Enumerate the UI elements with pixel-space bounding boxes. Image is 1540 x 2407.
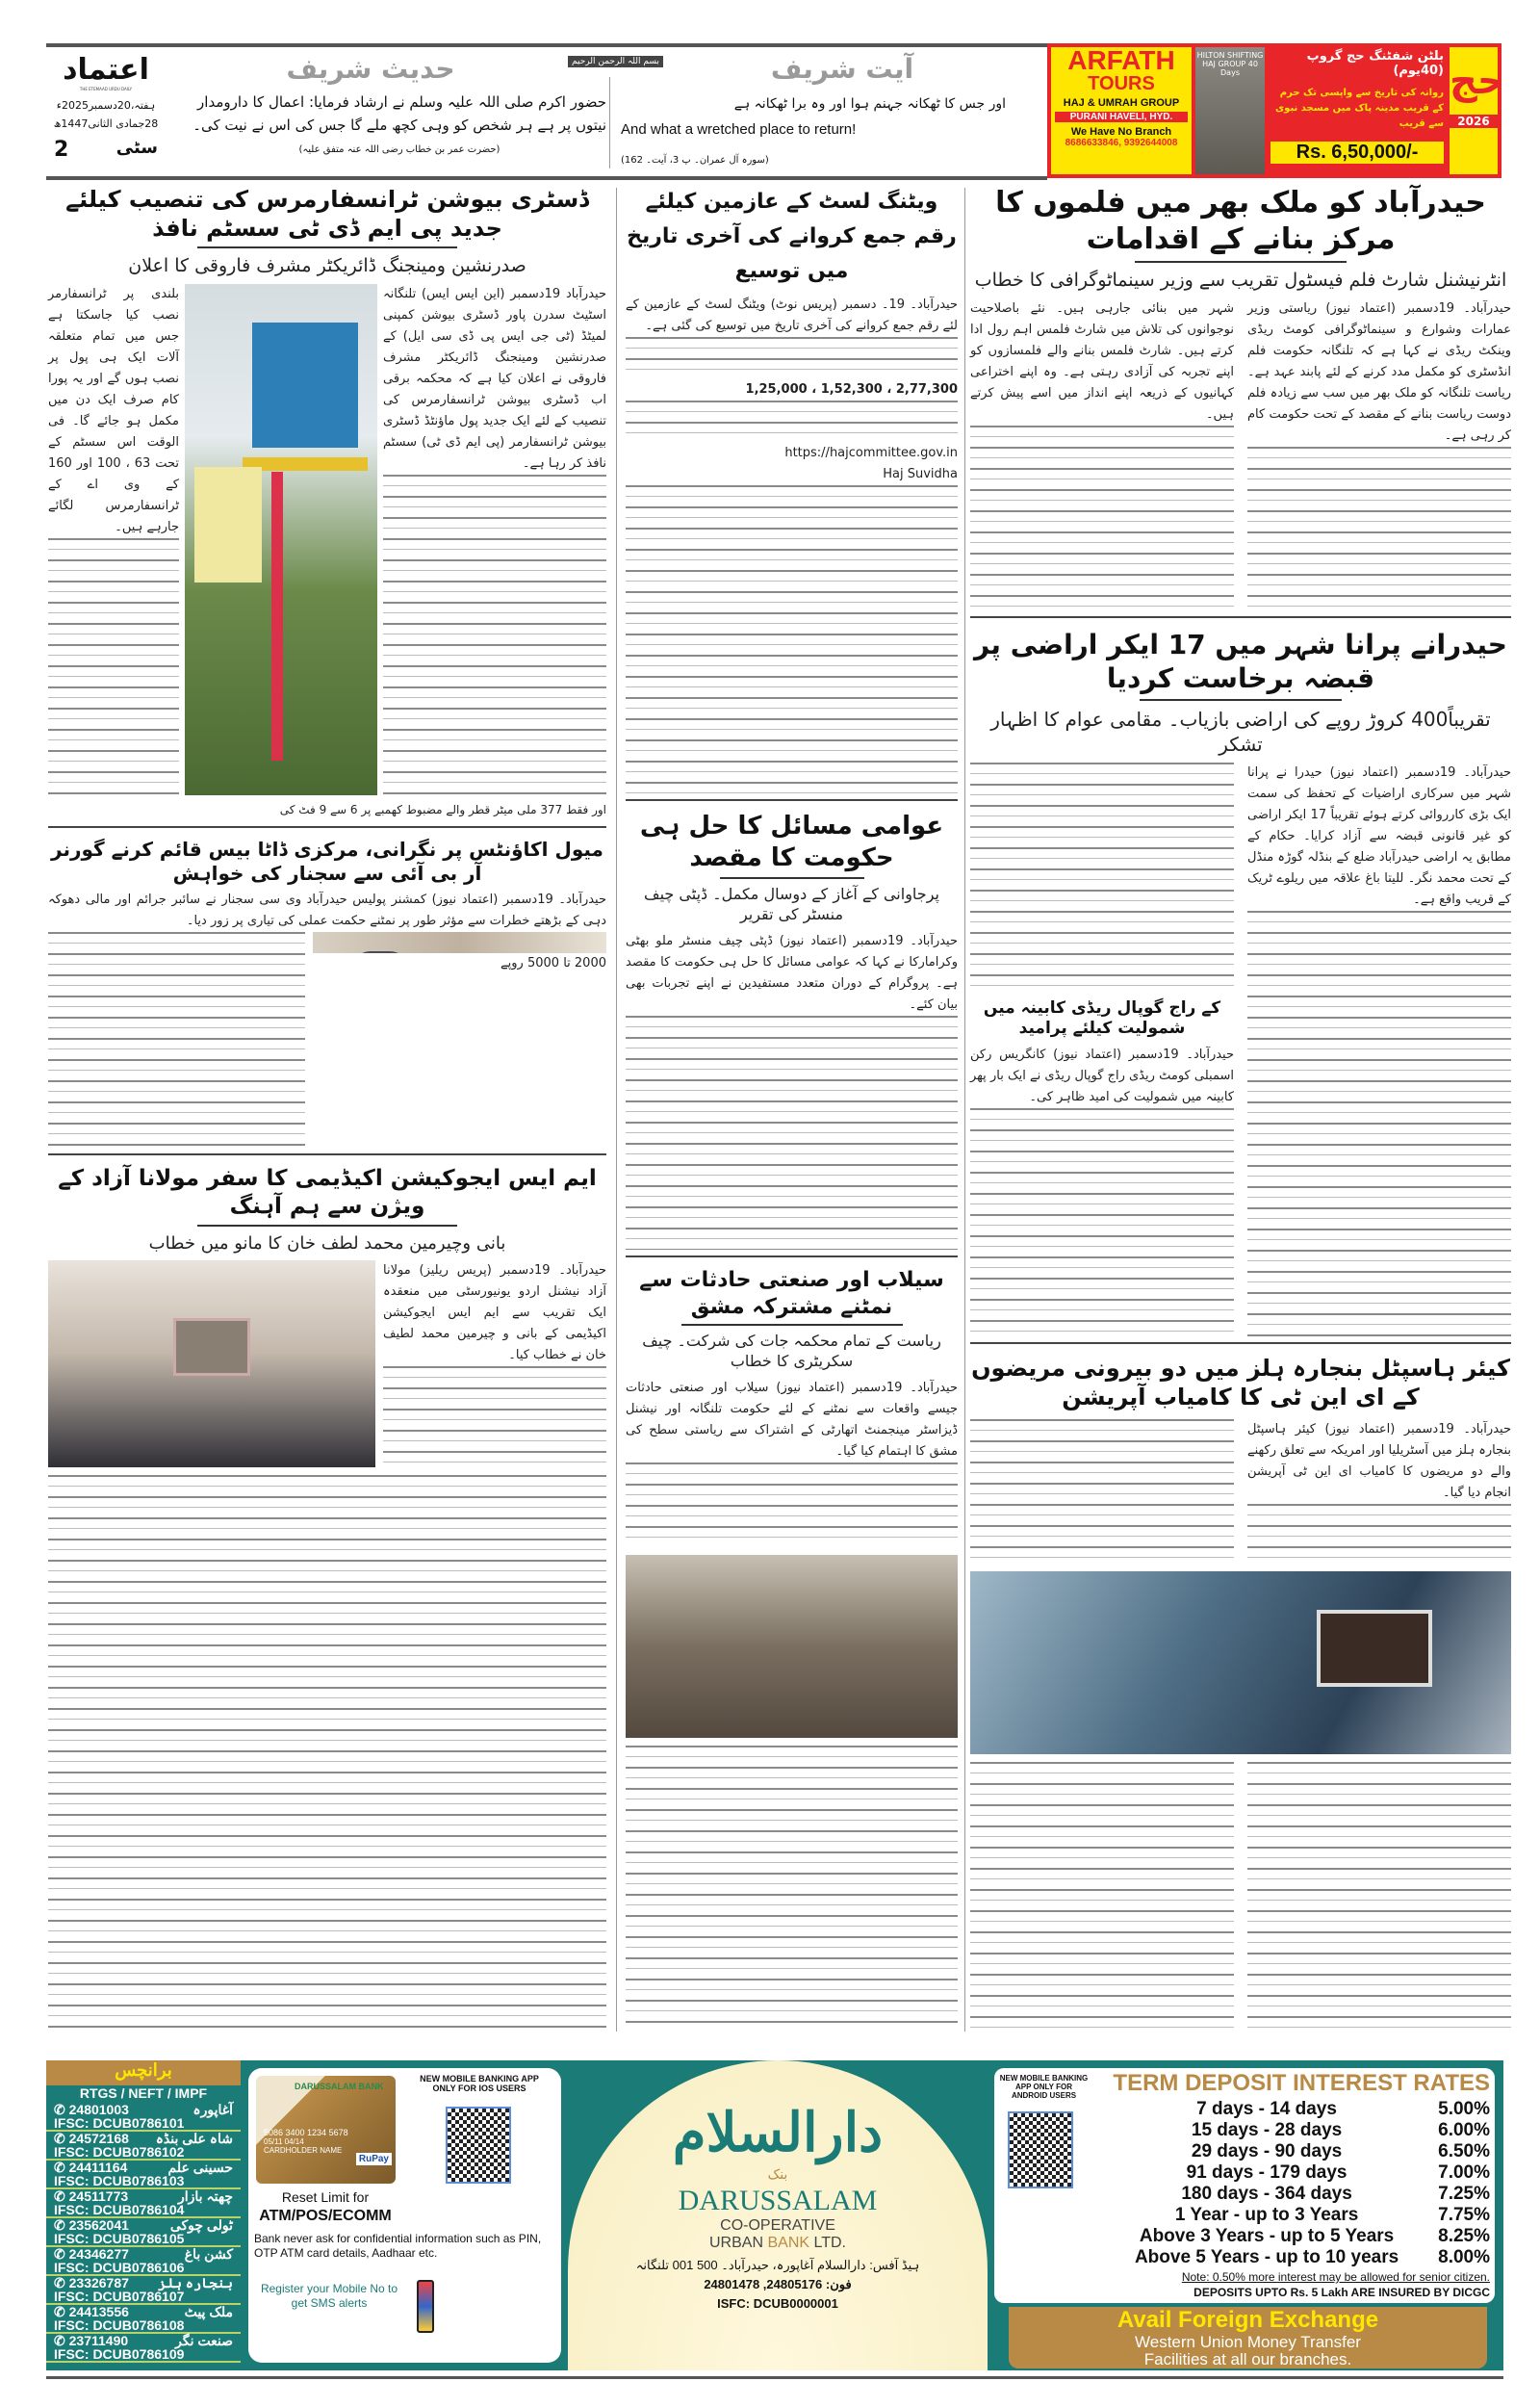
- red-pole: [271, 472, 283, 761]
- rate-row: [1095, 2099, 1490, 2120]
- branch-name: ملک پیٹ: [184, 2304, 233, 2319]
- ayat-section: [621, 53, 1006, 173]
- fx-line-2: Facilities at all our branches.: [1143, 2350, 1352, 2368]
- praja-lead: حیدرآباد۔ 19دسمبر (اعتماد نیوز) ڈپٹی چیف منسٹر ملو بھٹی وکرامارکا نے کہا کہ عوامی مسائل کا حل ہی حکومت کا مقصد ہے۔ پروگرام کے دوران متعدد مستفیدین نے اپنے تجربات بھی بیان کئے۔: [626, 933, 959, 1012]
- praja-body-text: [626, 1016, 958, 1250]
- rates-title: TERM DEPOSIT INTEREST RATES: [1113, 2070, 1490, 2096]
- transformer-subheadline: صدرنشین ومینجنگ ڈائریکٹر مشرف فاروقی کا اعلان: [128, 255, 526, 276]
- branch-item: [46, 2161, 241, 2189]
- bank-logo-bank: بنک: [767, 2166, 788, 2182]
- land-body-text: [1247, 911, 1511, 1336]
- masthead: [48, 53, 164, 173]
- date-gregorian: ہفتہ،20دسمبر2025ء: [56, 99, 156, 112]
- memento: [173, 1318, 250, 1376]
- header-divider: [609, 77, 610, 168]
- flood-body-text: [626, 1462, 958, 1547]
- haj-headline: ویٹنگ لسٹ کے عازمین کیلئے رقم جمع کروانے کی آخری تاریخ میں توسیع: [627, 190, 957, 283]
- haj-website: https://hajcommittee.gov.in: [784, 446, 958, 460]
- haj-app: Haj Suvidha: [883, 467, 958, 481]
- branch-name: بنجارہ ہلز: [158, 2275, 233, 2291]
- branch-name: صنعت نگر: [175, 2333, 233, 2348]
- rate-term: 7 days - 14 days: [1196, 2099, 1337, 2119]
- ayat-text-urdu: اور جس کا ٹھکانہ جہنم ہوا اور وہ برا ٹھکانہ ہے: [733, 96, 1006, 112]
- underline: [197, 246, 457, 248]
- film-body-text: [970, 426, 1234, 608]
- reddy-body-text: [970, 1108, 1234, 1336]
- rate-value: 6.00%: [1438, 2120, 1490, 2140]
- academy-event-photo: [48, 1260, 375, 1467]
- fx-line-1: Western Union Money Transfer: [1135, 2333, 1361, 2351]
- film-article: [970, 185, 1511, 608]
- ad-location: PURANI HAVELI, HYD.: [1055, 112, 1188, 122]
- arfath-tours-ad: [1047, 43, 1505, 178]
- haj-body-text: [626, 485, 958, 793]
- care-body-text: [1247, 1504, 1511, 1564]
- academy-lead: حیدرآباد۔ 19دسمبر (پریس ریلیز) مولانا آزاد نیشنل اردو یونیورسٹی میں منعقدہ ایک تقریب سے ایم ایس ایجوکیشن اکیڈیمی کے بانی و چیرمین محمد لطیف خان نے خطاب کیا۔: [383, 1262, 606, 1362]
- rate-value: 8.00%: [1438, 2247, 1490, 2267]
- rates-note: Note: 0.50% more interest may be allowed for senior citizen.: [1181, 2270, 1490, 2284]
- person: [194, 467, 262, 582]
- branch-phone: ✆ 23711490: [54, 2333, 129, 2348]
- haj-lead: حیدرآباد۔ 19۔ دسمبر (پریس نوٹ) ویٹنگ لسٹ کے عازمین کے لئے رقم جمع کروانے کی آخری تاریخ میں توسیع کی گئی ہے۔: [626, 298, 959, 333]
- rate-row: [1095, 2184, 1490, 2205]
- flood-body-text: [626, 1746, 958, 2032]
- rate-row: [1095, 2205, 1490, 2226]
- praja-subheadline: پرجاوانی کے آغاز کے دوسال مکمل۔ ڈپٹی چیف منسٹر کی تقریر: [644, 885, 939, 923]
- academy-subheadline: بانی وچیرمین محمد لطف خان کا مانو میں خطاب: [148, 1232, 506, 1254]
- divider: [48, 1153, 606, 1155]
- ios-qr-code[interactable]: [446, 2107, 511, 2184]
- reset-label: Reset Limit for: [281, 2189, 370, 2205]
- flood-meeting-photo: [626, 1555, 958, 1738]
- ios-app-label: NEW MOBILE BANKING APP ONLY FOR IOS USERS: [420, 2074, 539, 2093]
- divider: [970, 1342, 1511, 1344]
- date-hijri: 28جمادی الثانی1447ھ: [53, 117, 159, 130]
- transformer-article: [48, 185, 606, 820]
- rate-row: [1095, 2141, 1490, 2162]
- ad-group: HAJ & UMRAH GROUP: [1063, 97, 1180, 109]
- land-body-text: [970, 763, 1234, 991]
- rupay-logo: RuPay: [356, 2153, 392, 2165]
- flood-headline: سیلاب اور صنعتی حادثات سے نمٹنے مشترکہ مشق: [639, 1268, 944, 1319]
- branch-name: چھتہ بازار: [178, 2188, 233, 2204]
- care-surgery-photo: [970, 1571, 1511, 1754]
- rate-term: 91 days - 179 days: [1186, 2162, 1348, 2183]
- hadith-section: [192, 53, 606, 173]
- branch-ifsc: IFSC: DCUB0786104: [54, 2202, 185, 2217]
- rate-value: 7.00%: [1438, 2162, 1490, 2183]
- underline: [197, 1225, 457, 1227]
- officer: [351, 951, 409, 953]
- care-body-text: [1247, 1762, 1511, 2032]
- dicgc-insured: DEPOSITS UPTO Rs. 5 Lakh ARE INSURED BY DICGC: [1194, 2286, 1490, 2299]
- branch-ifsc: IFSC: DCUB0786108: [54, 2317, 185, 2333]
- branch-phone-number: 24346277: [68, 2246, 129, 2262]
- transformer-body-text: [48, 538, 179, 795]
- branch-phone-number: 24413556: [68, 2304, 129, 2319]
- android-qr-code[interactable]: [1008, 2111, 1073, 2188]
- haj-amounts: 2,77,300 ، 1,52,300 ، 1,25,000: [745, 382, 958, 397]
- ayat-text-english: And what a wretched place to return!: [621, 121, 857, 138]
- branch-item: [46, 2247, 241, 2276]
- film-lead: حیدرآباد۔ 19دسمبر (اعتماد نیوز) ریاستی وزیر عمارات وشوارع و سینماٹوگرافی کومٹ ریڈی وینکٹ ریڈی نے کہا ہے کہ تلنگانہ حکومت فلم انڈسٹری کو مکمل مدد کرنے کے لئے پابند عہد ہے۔ ریاست تلنگانہ کو ملک بھر میں سب سے زیادہ فلم دوست ریاست بنانے کے مقصد کے تحت حکومت کام کر رہی ہے۔: [1247, 300, 1511, 443]
- bank-isfc: ISFC: DCUB0000001: [717, 2296, 838, 2311]
- underline: [1135, 261, 1347, 263]
- ad-phones: 8686633846, 9392644008: [1065, 138, 1178, 148]
- rate-value: 8.25%: [1438, 2226, 1490, 2246]
- bank-address: ہیڈ آفس: دارالسلام آغاپورہ، حیدرآباد۔ 500 001 تلنگانہ: [635, 2258, 920, 2272]
- branch-phone-number: 24511773: [68, 2188, 129, 2204]
- branch-ifsc: IFSC: DCUB0786106: [54, 2260, 185, 2275]
- branches-title: برانچس: [46, 2060, 241, 2085]
- branch-ifsc: IFSC: DCUB0786103: [54, 2173, 185, 2188]
- mule-headline: میول اکاؤنٹس پر نگرانی، مرکزی ڈاٹا بیس قائم کرنے گورنر آر بی آئی سے سجنار کی خواہش: [51, 838, 603, 885]
- branch-phone-number: 24801003: [68, 2102, 129, 2117]
- card-holder: CARDHOLDER NAME: [264, 2146, 343, 2155]
- film-body-text: [1247, 447, 1511, 608]
- debit-card: [256, 2076, 396, 2184]
- bank-name: DARUSSALAM: [678, 2185, 878, 2216]
- rate-term: 29 days - 90 days: [1191, 2141, 1343, 2161]
- haj-body-text: [626, 401, 958, 443]
- header-bottom-rule: [46, 176, 1047, 180]
- branch-phone: ✆ 24511773: [54, 2188, 129, 2204]
- branch-item: [46, 2305, 241, 2334]
- branch-phone: ✆ 24413556: [54, 2304, 129, 2319]
- flood-subheadline: ریاست کے تمام محکمہ جات کی شرکت۔ چیف سکریٹری کا خطاب: [642, 1332, 941, 1370]
- card-validity: 05/11 04/14: [264, 2137, 304, 2146]
- branch-phone-number: 23711490: [68, 2333, 129, 2348]
- security-warning: Bank never ask for confidential information such as PIN, OTP ATM card details, Aadhaar etc.: [254, 2232, 542, 2260]
- branch-phone-number: 24572168: [68, 2131, 129, 2146]
- branch-phone: ✆ 24801003: [54, 2102, 129, 2117]
- branch-name: حسینی علم: [167, 2160, 233, 2175]
- rate-term: 1 Year - up to 3 Years: [1174, 2205, 1359, 2225]
- ad-year: 2026: [1450, 115, 1498, 128]
- rate-row: [1095, 2247, 1490, 2268]
- card-number: 5086 3400 1234 5678: [264, 2128, 348, 2137]
- phone-icon: [417, 2280, 434, 2333]
- divider: [626, 1255, 958, 1257]
- ad-brand2: TOURS: [1088, 73, 1155, 94]
- ayat-title: آیت شریف: [770, 53, 914, 85]
- branch-phone-number: 23562041: [68, 2217, 129, 2233]
- transformer-lead-2: بلندی پر ٹرانسفارمر نصب کیا جاسکتا ہے جس میں تمام متعلقہ آلات ایک ہی پول پر نصب ہوں گے اور یہ پورا کام صرف ایک دن میں مکمل ہو جائے گا۔ فی الوقت اس سسٹم کے تحت 63 ، 100 اور 160 کے وی اے کے ٹرانسفارمرس لگائے جارہے ہیں۔: [48, 286, 179, 534]
- land-article: [970, 616, 1511, 1336]
- page-label: سٹی: [116, 138, 158, 158]
- branch-phone: ✆ 23562041: [54, 2217, 129, 2233]
- hadith-title: حدیث شریف: [286, 53, 455, 85]
- mule-lead: حیدرآباد۔ 19دسمبر (اعتماد نیوز) کمشنر پولیس حیدرآباد وی سی سجنار نے سائبر جرائم اور مالی دھوکہ دہی کے بڑھتے خطرات سے مؤثر طور پر نمٹنے حکمت عملی کی تیاری پر زور دیا۔: [48, 893, 607, 928]
- branch-name: آغاپورہ: [192, 2102, 233, 2117]
- bank-ltd: LTD.: [813, 2235, 846, 2251]
- reset-bold: ATM/POS/ECOMM: [259, 2208, 392, 2224]
- masthead-logo: اعتماد: [63, 53, 149, 87]
- underline: [720, 877, 864, 879]
- branch-list: [46, 2103, 241, 2363]
- branch-phone-number: 24411164: [68, 2160, 128, 2175]
- card-bank-name: DARUSSALAM BANK: [295, 2082, 384, 2091]
- land-subheadline: تقریباً400 کروڑ روپے کی اراضی بازیاب۔ مقامی عوام کا اظہار تشکر: [990, 708, 1491, 756]
- transformer-photo: [185, 284, 377, 795]
- land-headline: حیدرانے پرانا شہر میں 17 ایکر اراضی پر قبضہ برخاست کردیا: [974, 629, 1507, 694]
- haj-body-text: [626, 337, 958, 379]
- care-headline: کیئر ہاسپٹل بنجارہ ہلز میں دو بیرونی مریضوں کے ای این ٹی کا کامیاب آپریشن: [971, 1355, 1510, 1411]
- branch-name: کشن باغ: [184, 2246, 233, 2262]
- rate-value: 5.00%: [1438, 2099, 1490, 2119]
- bank-phone: فون: 24805176, 24801478: [704, 2277, 852, 2291]
- transformer-lead: حیدرآباد 19دسمبر (این ایس ایس) تلنگانہ اسٹیٹ سدرن پاور ڈسٹری بیوشن کمپنی لمیٹڈ (ٹی جی ایس پی ڈی سی ایل) کے صدرنشین ومینجنگ ڈائریکٹر مشرف فاروقی نے اعلان کیا ہے کہ محکمہ برقی اب ڈسٹری بیوشن ٹرانسفارمرس کی تنصیب کے لئے ایک جدید پول ماؤنٹڈ ڈسٹری بیوشن ٹرانسفارمر (پی ایم ڈی ٹی) سسٹم نافذ کر رہا ہے۔: [383, 286, 606, 471]
- praja-article: [626, 799, 958, 1250]
- mule-meeting-photo: [313, 932, 606, 953]
- rate-row: [1095, 2162, 1490, 2184]
- land-lead: حیدرآباد۔ 19دسمبر (اعتماد نیوز) حیدرا نے پرانا شہر میں سرکاری اراضیات کے تحفظ کی سمت ایک بڑی کارروائی کرتے ہوئے تقریباً 17 ایکر اراضی کو غیر قانونی قبضہ سے آزاد کرایا۔ حکام کے مطابق یہ اراضی حیدرآباد ضلع کے بنڈلہ گوڑہ منڈل کے تحت محمد نگر۔ للیتا باغ علاقہ میں ریلوے ٹریک کے قریب واقع ہے۔: [1247, 765, 1511, 907]
- fx-title: Avail Foreign Exchange: [1116, 2307, 1379, 2333]
- branch-ifsc: IFSC: DCUB0786102: [54, 2144, 185, 2160]
- branch-item: [46, 2276, 241, 2305]
- branch-phone-number: 23326787: [68, 2275, 129, 2291]
- rate-value: 6.50%: [1438, 2141, 1490, 2161]
- branch-ifsc: IFSC: DCUB0786109: [54, 2346, 185, 2362]
- transformer-box: [252, 323, 358, 448]
- column-divider: [616, 188, 617, 2032]
- branch-item: [46, 2334, 241, 2363]
- ad-price: Rs. 6,50,000/-: [1270, 142, 1444, 164]
- rate-term: 15 days - 28 days: [1191, 2120, 1343, 2140]
- underline: [1140, 699, 1342, 701]
- hadith-text: حضور اکرم صلی اللہ علیہ وسلم نے ارشاد فرمایا: اعمال کا دارومدار نیتوں پر ہے ہر شخص کو وہی کچھ ملے گا جس کی اس نے نیت کی۔: [192, 93, 606, 134]
- rate-term: Above 3 Years - up to 5 Years: [1139, 2226, 1395, 2246]
- branch-phone: ✆ 24572168: [54, 2131, 129, 2146]
- android-app-label: NEW MOBILE BANKING APP ONLY FOR ANDROID USERS: [999, 2074, 1089, 2100]
- branch-item: [46, 2103, 241, 2132]
- hotel-photo: HILTON SHIFTING HAJ GROUP 40 Days: [1195, 47, 1265, 174]
- page-number: 2: [54, 138, 69, 162]
- care-article: [970, 1342, 1511, 2032]
- mule-body-text: [48, 932, 305, 1148]
- academy-body-text: [383, 1366, 606, 1467]
- mule-amount: 2000 تا 5000 روپے: [500, 956, 606, 971]
- academy-headline: ایم ایس ایجوکیشن اکیڈیمی کا سفر مولانا آزاد کے ویژن سے ہم آہنگ: [58, 1166, 597, 1219]
- transformer-closing: اور فقط 377 ملی میٹر قطر والے مضبوط کھمبے پر 6 سے 9 فٹ کی: [279, 803, 606, 816]
- hadith-source: (حضرت عمر بن خطاب رضی اللہ عنہ متفق علیہ): [298, 144, 500, 155]
- branch-ifsc: IFSC: DCUB0786107: [54, 2289, 185, 2304]
- transformer-headline: ڈسٹری بیوشن ٹرانسفارمرس کی تنصیب کیلئے جدید پی ایم ڈی ٹی سسٹم نافذ: [65, 186, 589, 242]
- branch-phone: ✆ 24346277: [54, 2246, 129, 2262]
- care-body-text: [970, 1419, 1234, 1564]
- divider: [970, 616, 1511, 618]
- film-lead-2: شہر میں بنائی جارہی ہیں۔ نئے باصلاحیت نوجوانوں کی تلاش میں شارٹ فلمس اہم رول ادا کرتے ہیں۔ شارٹ فلمس بنانے والے فلمسازوں کو اپنے تجربہ کی آزادی رہتی ہے۔ وہ اپنے اختراعی کہانیوں کے ذریعہ اپنے انداز میں اسے پیش کرتے ہیں۔: [970, 300, 1234, 422]
- masthead-logo-sub: THE ETEMAAD URDU DAILY: [79, 87, 133, 91]
- rate-term: Above 5 Years - up to 10 years: [1134, 2247, 1399, 2267]
- ad-brand: ARFATH: [1067, 45, 1175, 75]
- bank-urban: URBAN: [709, 2235, 764, 2251]
- rate-value: 7.75%: [1438, 2205, 1490, 2225]
- branch-phone: ✆ 24411164: [54, 2160, 128, 2175]
- divider: [626, 799, 958, 801]
- film-subheadline: انٹرنیشنل شارٹ فلم فیسٹول تقریب سے وزیر سینماٹوگرافی کا خطاب: [974, 270, 1507, 291]
- underline: [681, 1324, 903, 1326]
- rate-term: 180 days - 364 days: [1181, 2184, 1352, 2204]
- mule-article: [48, 826, 606, 1148]
- bank-bank: BANK: [767, 2235, 810, 2251]
- ayat-source: (سورہ آل عمران۔ پ 3، آیت۔ 162): [621, 155, 769, 166]
- branch-phone: ✆ 23326787: [54, 2275, 129, 2291]
- sms-registration: Register your Mobile No to get SMS alerts: [260, 2282, 398, 2310]
- branch-name: ٹولی چوکی: [169, 2217, 233, 2233]
- ad-hajj: حج: [1450, 59, 1505, 103]
- care-lead: حیدرآباد۔ 19دسمبر (اعتماد نیوز) کیئر ہاسپٹل بنجارہ ہلز میں آسٹریلیا اور امریکہ سے تعلق رکھنے والے دو مریضوں کا کامیاب ای این ٹی آپریشن انجام دیا گیا۔: [1246, 1422, 1511, 1500]
- flood-article: [626, 1255, 958, 2032]
- branch-item: [46, 2218, 241, 2247]
- flood-lead: حیدرآباد۔ 19دسمبر (اعتماد نیوز) سیلاب اور صنعتی حادثات جیسے واقعات سے نمٹنے کے لئے حکومت تلنگانہ اور نیشنل ڈیزاسٹر مینجمنٹ اتھارٹی کے اشتراک سے ریاستی سطح کی مشق کا اہتمام کیا گیا۔: [626, 1380, 958, 1459]
- film-headline: حیدرآباد کو ملک بھر میں فلموں کا مرکز بنانے کے اقدامات: [995, 186, 1486, 256]
- academy-body-text: [48, 1475, 606, 2032]
- rate-row: [1095, 2226, 1490, 2247]
- branch-item: [46, 2189, 241, 2218]
- transformer-body-text: [383, 475, 606, 795]
- darussalam-bank-ad: [46, 2060, 1503, 2370]
- ad-no-branch: We Have No Branch: [1070, 126, 1172, 138]
- reddy-headline: کے راج گوپال ریڈی کابینہ میں شمولیت کیلئے پرامید: [983, 997, 1221, 1038]
- ad-urdu-desc: روانہ کی تاریخ سے واپسی تک حرم کے قریب مدینہ پاک میں مسجد نبوی سے قریب: [1275, 88, 1444, 129]
- column-divider: [964, 188, 965, 2032]
- bank-coop: CO-OPERATIVE: [720, 2217, 835, 2234]
- bismillah: بسم اللہ الرحمن الرحیم: [568, 56, 663, 67]
- monitor: [1317, 1610, 1432, 1687]
- bank-logo-panel: [568, 2060, 988, 2370]
- bank-logo-urdu: دارالسلام: [672, 2102, 884, 2162]
- branch-name: شاہ علی بنڈہ: [155, 2131, 233, 2146]
- branch-item: [46, 2132, 241, 2161]
- branch-ifsc: IFSC: DCUB0786101: [54, 2115, 185, 2131]
- ad-urdu-title: بلٹن شفٹنگ حج گروپ (40یوم): [1306, 49, 1444, 78]
- praja-headline: عوامی مسائل کا حل ہی حکومت کا مقصد: [639, 812, 944, 872]
- rtgs-label: RTGS / NEFT / IMPF: [79, 2085, 208, 2101]
- rates-table: [1095, 2099, 1490, 2268]
- header-top-rule: [46, 43, 1047, 47]
- care-body-text: [970, 1762, 1234, 2032]
- rate-value: 7.25%: [1438, 2184, 1490, 2204]
- divider: [48, 826, 606, 828]
- footer-rule: [46, 2376, 1503, 2379]
- academy-article: [48, 1153, 606, 2032]
- haj-article: [626, 185, 958, 793]
- branch-ifsc: IFSC: DCUB0786105: [54, 2231, 185, 2246]
- reddy-lead: حیدرآباد۔ 19دسمبر (اعتماد نیوز) کانگریس رکن اسمبلی کومٹ ریڈی راج گوپال ریڈی نے ایک بار پھر کابینہ میں شمولیت کی امید ظاہر کی۔: [970, 1048, 1234, 1105]
- rate-row: [1095, 2120, 1490, 2141]
